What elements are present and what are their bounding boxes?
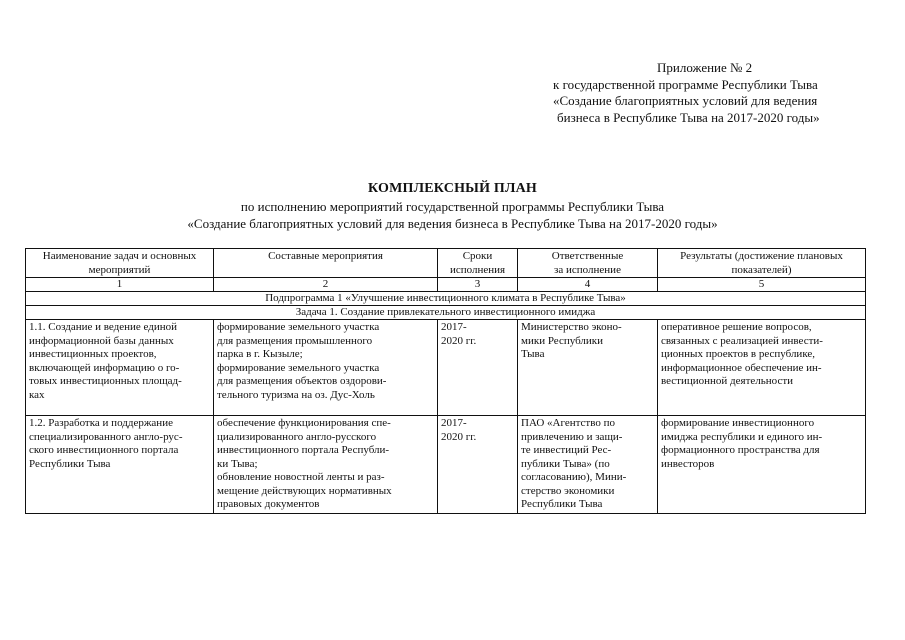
column-number: 5 xyxy=(658,278,866,292)
appendix-line-years: бизнеса в Республике Тыва на 2017-2020 годы» xyxy=(557,109,820,125)
header-responsible: Ответственные за исполнение xyxy=(518,249,658,278)
subprogram-title: Подпрограмма 1 «Улучшение инвестиционного климата в Республике Тыва» xyxy=(26,292,866,306)
row-activities: формирование земельного участка для размещения промышленного парка в г. Кызыле; формирование земельного участка для размещения объектов оздорови- тельного туризма на оз. Дус-Холь xyxy=(214,320,438,416)
table-row xyxy=(26,320,866,416)
row-terms: 2017- 2020 гг. xyxy=(438,416,518,514)
table-header-row xyxy=(26,249,866,278)
column-number-row xyxy=(26,278,866,292)
appendix-header xyxy=(553,60,893,126)
task-title: Задача 1. Создание привлекательного инвестиционного имиджа xyxy=(26,306,866,320)
document-subtitle-1: по исполнению мероприятий государственной программы Республики Тыва xyxy=(240,199,665,214)
subprogram-row xyxy=(26,292,866,306)
appendix-line-program: к государственной программе Республики Тыва xyxy=(553,76,818,92)
header-tasks: Наименование задач и основных мероприятий xyxy=(26,249,214,278)
column-number: 2 xyxy=(214,278,438,292)
header-results: Результаты (достижение плановых показателей) xyxy=(658,249,866,278)
header-terms: Сроки исполнения xyxy=(438,249,518,278)
column-number: 4 xyxy=(518,278,658,292)
document-title: КОМПЛЕКСНЫЙ ПЛАН xyxy=(367,181,538,196)
table-row xyxy=(26,416,866,514)
row-task-name: 1.1. Создание и ведение единой информационной базы данных инвестиционных проектов, включающей информацию о го- товых инвестиционных площад- ках xyxy=(26,320,214,416)
row-task-name: 1.2. Разработка и поддержание специализированного англо-рус- ского инвестиционного портала Республики Тыва xyxy=(26,416,214,514)
header-activities: Составные мероприятия xyxy=(214,249,438,278)
task-row xyxy=(26,306,866,320)
row-results: оперативное решение вопросов, связанных с реализацией инвести- ционных проектов в республике, информационное обеспечение ин- вестиционной деятельности xyxy=(658,320,866,416)
row-activities: обеспечение функционирования спе- циализированного англо-русского инвестиционного портала Республи- ки Тыва; обновление новостной ленты и раз- мещение действующих нормативных правовых документов xyxy=(214,416,438,514)
appendix-number: Приложение № 2 xyxy=(657,60,753,75)
document-subtitle-2: «Создание благоприятных условий для ведения бизнеса в Республике Тыва на 2017-2020 годы» xyxy=(187,216,718,231)
column-number: 3 xyxy=(438,278,518,292)
column-number: 1 xyxy=(26,278,214,292)
row-responsible: ПАО «Агентство по привлечению и защи- те инвестиций Рес- публики Тыва» (по согласованию), Мини- стерство экономики Республики Тыва xyxy=(518,416,658,514)
row-responsible: Министерство эконо- мики Республики Тыва xyxy=(518,320,658,416)
row-results: формирование инвестиционного имиджа республики и единого ин- формационного пространства для инвесторов xyxy=(658,416,866,514)
appendix-line-title: «Создание благоприятных условий для ведения xyxy=(553,93,818,108)
plan-table xyxy=(25,248,866,514)
row-terms: 2017- 2020 гг. xyxy=(438,320,518,416)
